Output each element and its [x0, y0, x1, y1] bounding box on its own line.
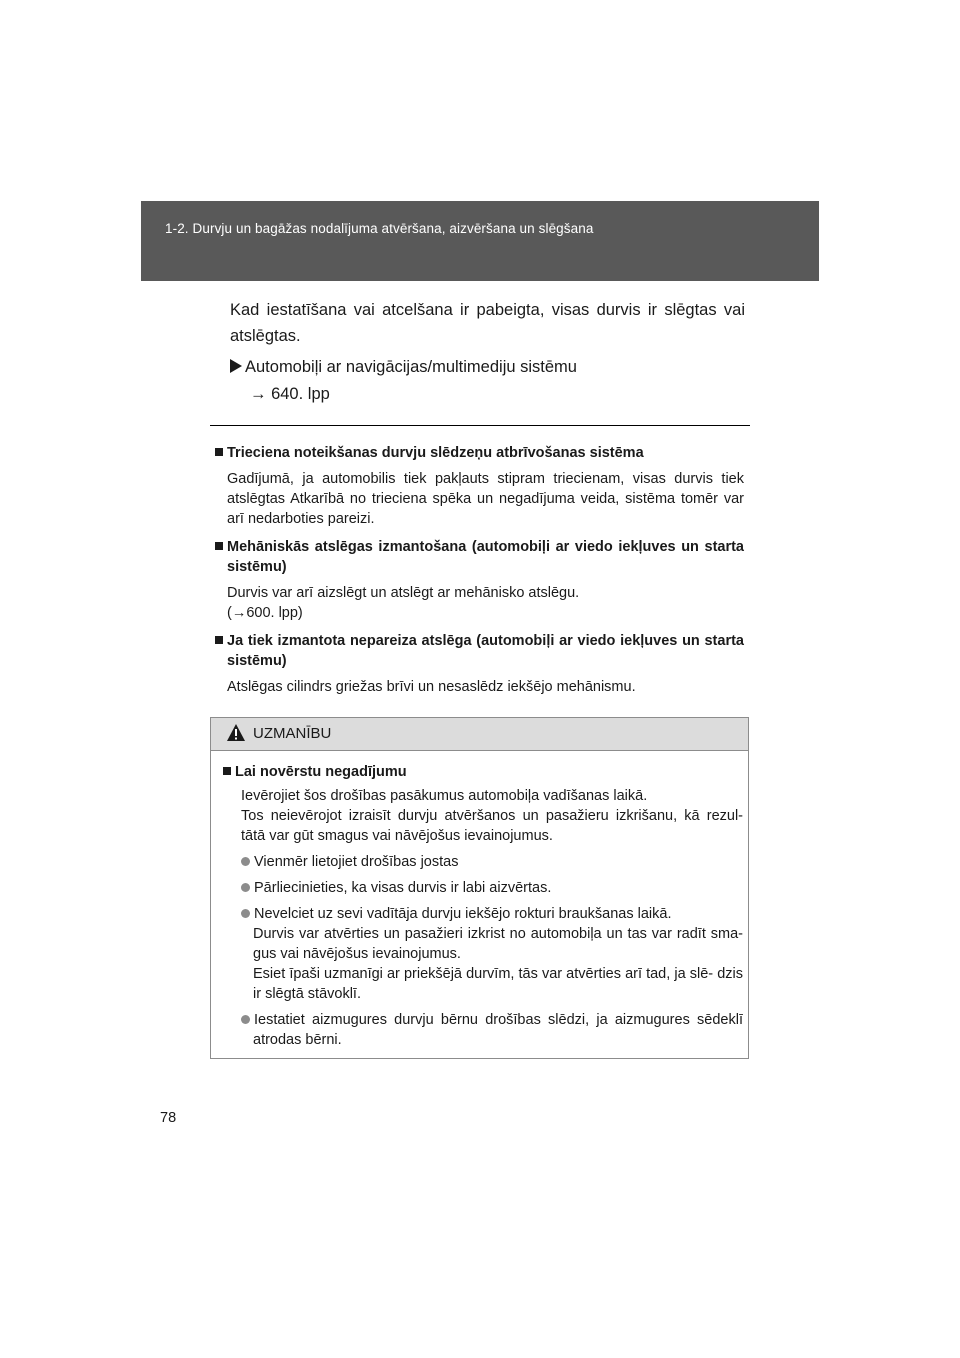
square-bullet-icon — [215, 448, 223, 456]
chapter-title: 1-2. Durvju un bagāžas nodalījuma atvēršana, aizvēršana un slēgšana — [165, 221, 594, 236]
caution-item: Pārliecinieties, ka visas durvis ir labi aizvērtas. — [223, 878, 743, 898]
page-number: 78 — [160, 1110, 177, 1126]
caution-body — [223, 762, 743, 1050]
section-heading: Mehāniskās atslēgas izmantošana (automobiļi ar viedo iekļuves un starta sistēmu) — [215, 537, 744, 577]
square-bullet-icon — [215, 636, 223, 644]
caution-item: Nevelciet uz sevi vadītāja durvju iekšējo rokturi braukšanas laikā. Durvis var atvērties un pasažieri izkrist no automobiļa un tas var radīt sma- gus vai nāvējošus ievainojumus. Esiet īpaši uzmanīgi ar priekšējā durvīm, tās var atvērties arī tad, ja slē- dzis ir slēgtā stāvoklī. — [223, 904, 743, 1004]
intro-reference: → 640. lpp — [250, 385, 330, 403]
info-sections — [215, 443, 744, 697]
caution-item: Iestatiet aizmugures durvju bērnu drošības slēdzi, ja aizmugures sēdeklī atrodas bērni. — [223, 1010, 743, 1050]
section-body: Atslēgas cilindrs griežas brīvi un nesaslēdz iekšējo mehānismu. — [227, 679, 636, 695]
intro-bullet-text: Automobiļi ar navigācijas/multimediju sistēmu — [245, 358, 577, 376]
divider — [210, 425, 750, 426]
caution-header — [211, 718, 748, 751]
circle-bullet-icon — [241, 909, 250, 918]
section-body: Durvis var arī aizslēgt un atslēgt ar mehānisko atslēgu. (→600. lpp) — [227, 585, 580, 621]
caution-title: UZMANĪBU — [253, 725, 332, 742]
warning-triangle-icon — [226, 723, 246, 742]
caution-item: Vienmēr lietojiet drošības jostas — [223, 852, 743, 872]
caution-box — [210, 717, 749, 1059]
section-body: Gadījumā, ja automobilis tiek pakļauts stipram triecienam, visas durvis tiek atslēgtas Atkarībā no trieciena spēka un negadījuma veida, sistēma tomēr var arī nedarboties pareizi. — [227, 471, 744, 527]
triangle-bullet-icon — [230, 359, 242, 373]
intro-bullet — [230, 358, 577, 377]
circle-bullet-icon — [241, 1015, 250, 1024]
section-heading: Trieciena noteikšanas durvju slēdzeņu atbrīvošanas sistēma — [215, 443, 744, 463]
square-bullet-icon — [223, 767, 231, 775]
chapter-header — [141, 201, 819, 281]
circle-bullet-icon — [241, 857, 250, 866]
section-heading: Ja tiek izmantota nepareiza atslēga (automobiļi ar viedo iekļuves un starta sistēmu) — [215, 631, 744, 671]
intro-text: Kad iestatīšana vai atcelšana ir pabeigta, visas durvis ir slēgtas vai atslēgtas. — [230, 301, 745, 345]
caution-heading: Lai novērstu negadījumu — [223, 762, 743, 782]
caution-paragraph: Ievērojiet šos drošības pasākumus automobiļa vadīšanas laikā. Tos neievērojot izraisīt durvju atvēršanos un pasažieru izkrišanu, kā rezul- tātā var gūt smagus vai nāvējošus ievainojumus. — [241, 788, 743, 844]
square-bullet-icon — [215, 542, 223, 550]
circle-bullet-icon — [241, 883, 250, 892]
